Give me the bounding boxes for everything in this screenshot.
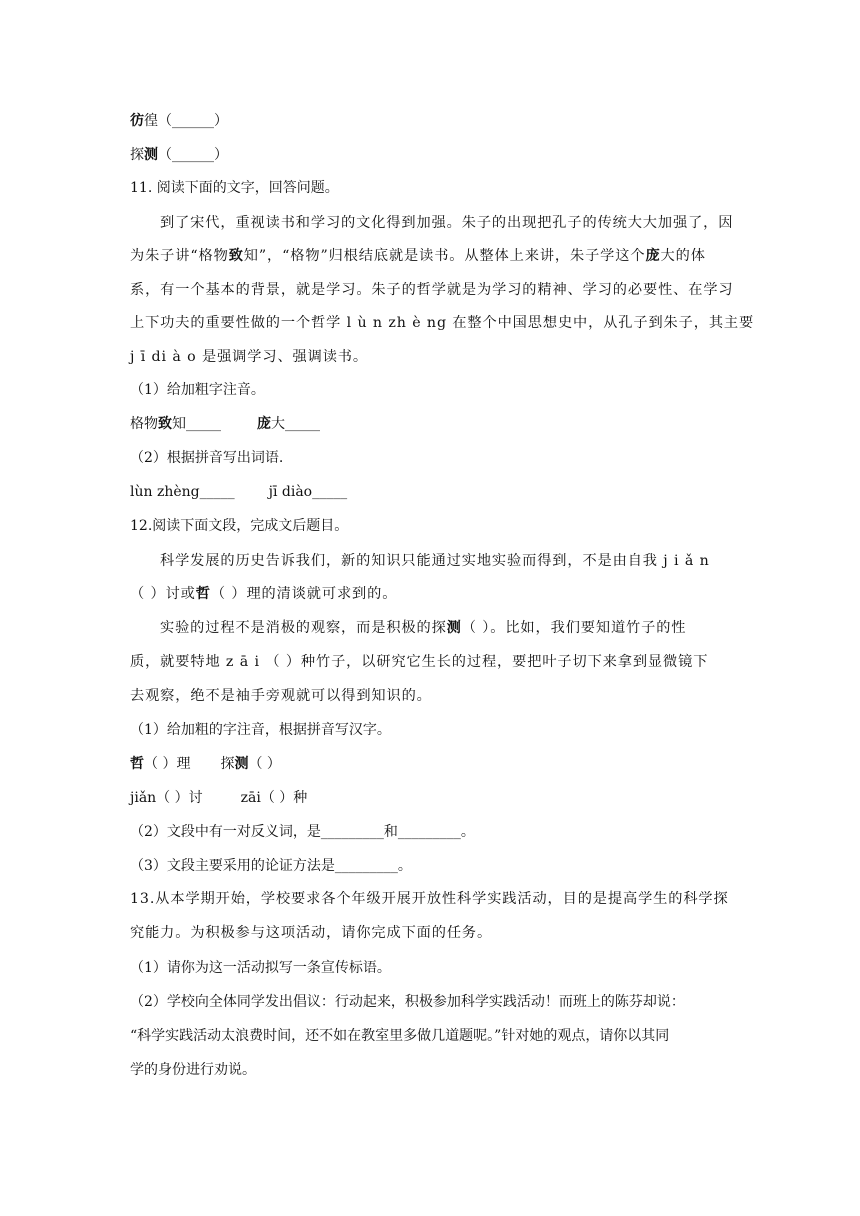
answer-blank: jiǎn（ ）讨 [130, 790, 203, 806]
bold-char: 庞 [257, 416, 271, 432]
q12-sub2: （2）文段中有一对反义词，是_________和_________。 [130, 824, 475, 840]
q13-title-line: 13.从本学期开始，学校要求各个年级开展开放性科学实践活动，目的是提高学生的科学探 [130, 891, 729, 907]
bold-char: 哲 [195, 586, 211, 602]
q11-para-line: 到了宋代，重视读书和学习的文化得到加强。朱子的出现把孔子的传统大大加强了，因 [160, 215, 734, 231]
q13-title-line: 究能力。为积极参与这项活动，请你完成下面的任务。 [130, 925, 493, 941]
bold-char: 致 [228, 248, 244, 264]
text: （ ）。比如，我们要知道竹子的性 [461, 620, 687, 636]
q12-para-line: 质，就要特地 z ā i （ ）种竹子，以研究它生长的过程，要把叶子切下来拿到显微镜下 [130, 654, 709, 670]
q12-sub1-items2 [130, 788, 307, 808]
answer-blank: 知_____ [172, 416, 221, 432]
bold-char: 测 [144, 147, 158, 163]
q12-sub1-items [130, 754, 281, 774]
answer-blank: lùn zhèng_____ [130, 484, 235, 500]
q11-para-line: 系，有一个基本的背景，就是学习。朱子的哲学就是为学习的精神、学习的必要性、在学习 [130, 282, 734, 298]
bold-char: 测 [234, 756, 249, 772]
text: 格物 [130, 416, 158, 432]
q11-para-line [130, 246, 706, 266]
bold-char: 测 [446, 620, 462, 636]
q13-sub2-line: （2）学校向全体同学发出倡议：行动起来，积极参加科学实践活动！而班上的陈芬却说： [130, 994, 685, 1010]
line-pangu [130, 111, 228, 131]
text: 实验的过程不是消极的观察，而是积极的探 [160, 620, 447, 636]
q13-sub1: （1）请你为这一活动拟写一条宣传标语。 [130, 960, 391, 976]
bold-char: 致 [158, 416, 172, 432]
q13-sub2-line: “科学实践活动太浪费时间，还不如在教室里多做几道题呢。”针对她的观点，请你以其同 [130, 1028, 670, 1044]
text: 大的体 [660, 248, 706, 264]
q11-para-line: j ī di à o 是强调学习、强调读书。 [130, 349, 368, 365]
q12-sub3: （3）文段主要采用的论证方法是_________。 [130, 858, 412, 874]
q11-title: 11. 阅读下面的文字，回答问题。 [130, 180, 339, 196]
answer-blank: jī diào_____ [268, 484, 348, 500]
q12-para-line [160, 618, 686, 638]
q12-para-line [130, 584, 397, 604]
q12-para-line: 去观察，绝不是袖手旁观就可以得到知识的。 [130, 688, 432, 704]
answer-blank: 大_____ [271, 416, 320, 432]
answer-blank: zāi（ ）种 [240, 790, 308, 806]
q12-sub1: （1）给加粗的字注音，根据拼音写汉字。 [130, 722, 391, 738]
bold-char: 哲 [130, 756, 144, 772]
text: 探 [220, 756, 235, 772]
line-tance [130, 145, 228, 165]
text: 探 [130, 147, 144, 163]
bold-char: 彷 [130, 113, 144, 129]
q11-sub2: （2）根据拼音写出词语. [130, 450, 284, 466]
answer-blank: （ ） [248, 756, 281, 772]
q11-sub2-items [130, 482, 347, 502]
text: （______） [158, 147, 228, 163]
text: 徨（______） [144, 113, 228, 129]
bold-char: 庞 [645, 248, 661, 264]
text: 知”，“格物”归根结底就是读书。从整体上来讲，朱子学这个 [243, 248, 646, 264]
text: 为朱子讲“格物 [130, 248, 229, 264]
q11-sub1-items [130, 414, 320, 434]
q13-sub2-line: 学的身份进行劝说。 [130, 1062, 256, 1078]
text: （ ）理的清谈就可求到的。 [210, 586, 398, 602]
q11-sub1: （1）给加粗字注音。 [130, 382, 265, 398]
q11-para-line: 上下功夫的重要性做的一个哲学 l ù n zh è ng 在整个中国思想史中，从孔子到朱子，其主要 [130, 315, 755, 331]
q12-title: 12.阅读下面文段，完成文后题目。 [130, 518, 349, 534]
q12-para-line: 科学发展的历史告诉我们，新的知识只能通过实地实验而得到，不是由自我 j i ǎ n [160, 553, 710, 569]
answer-blank: （ ）理 [144, 756, 191, 772]
text: （ ）讨或 [130, 586, 196, 602]
